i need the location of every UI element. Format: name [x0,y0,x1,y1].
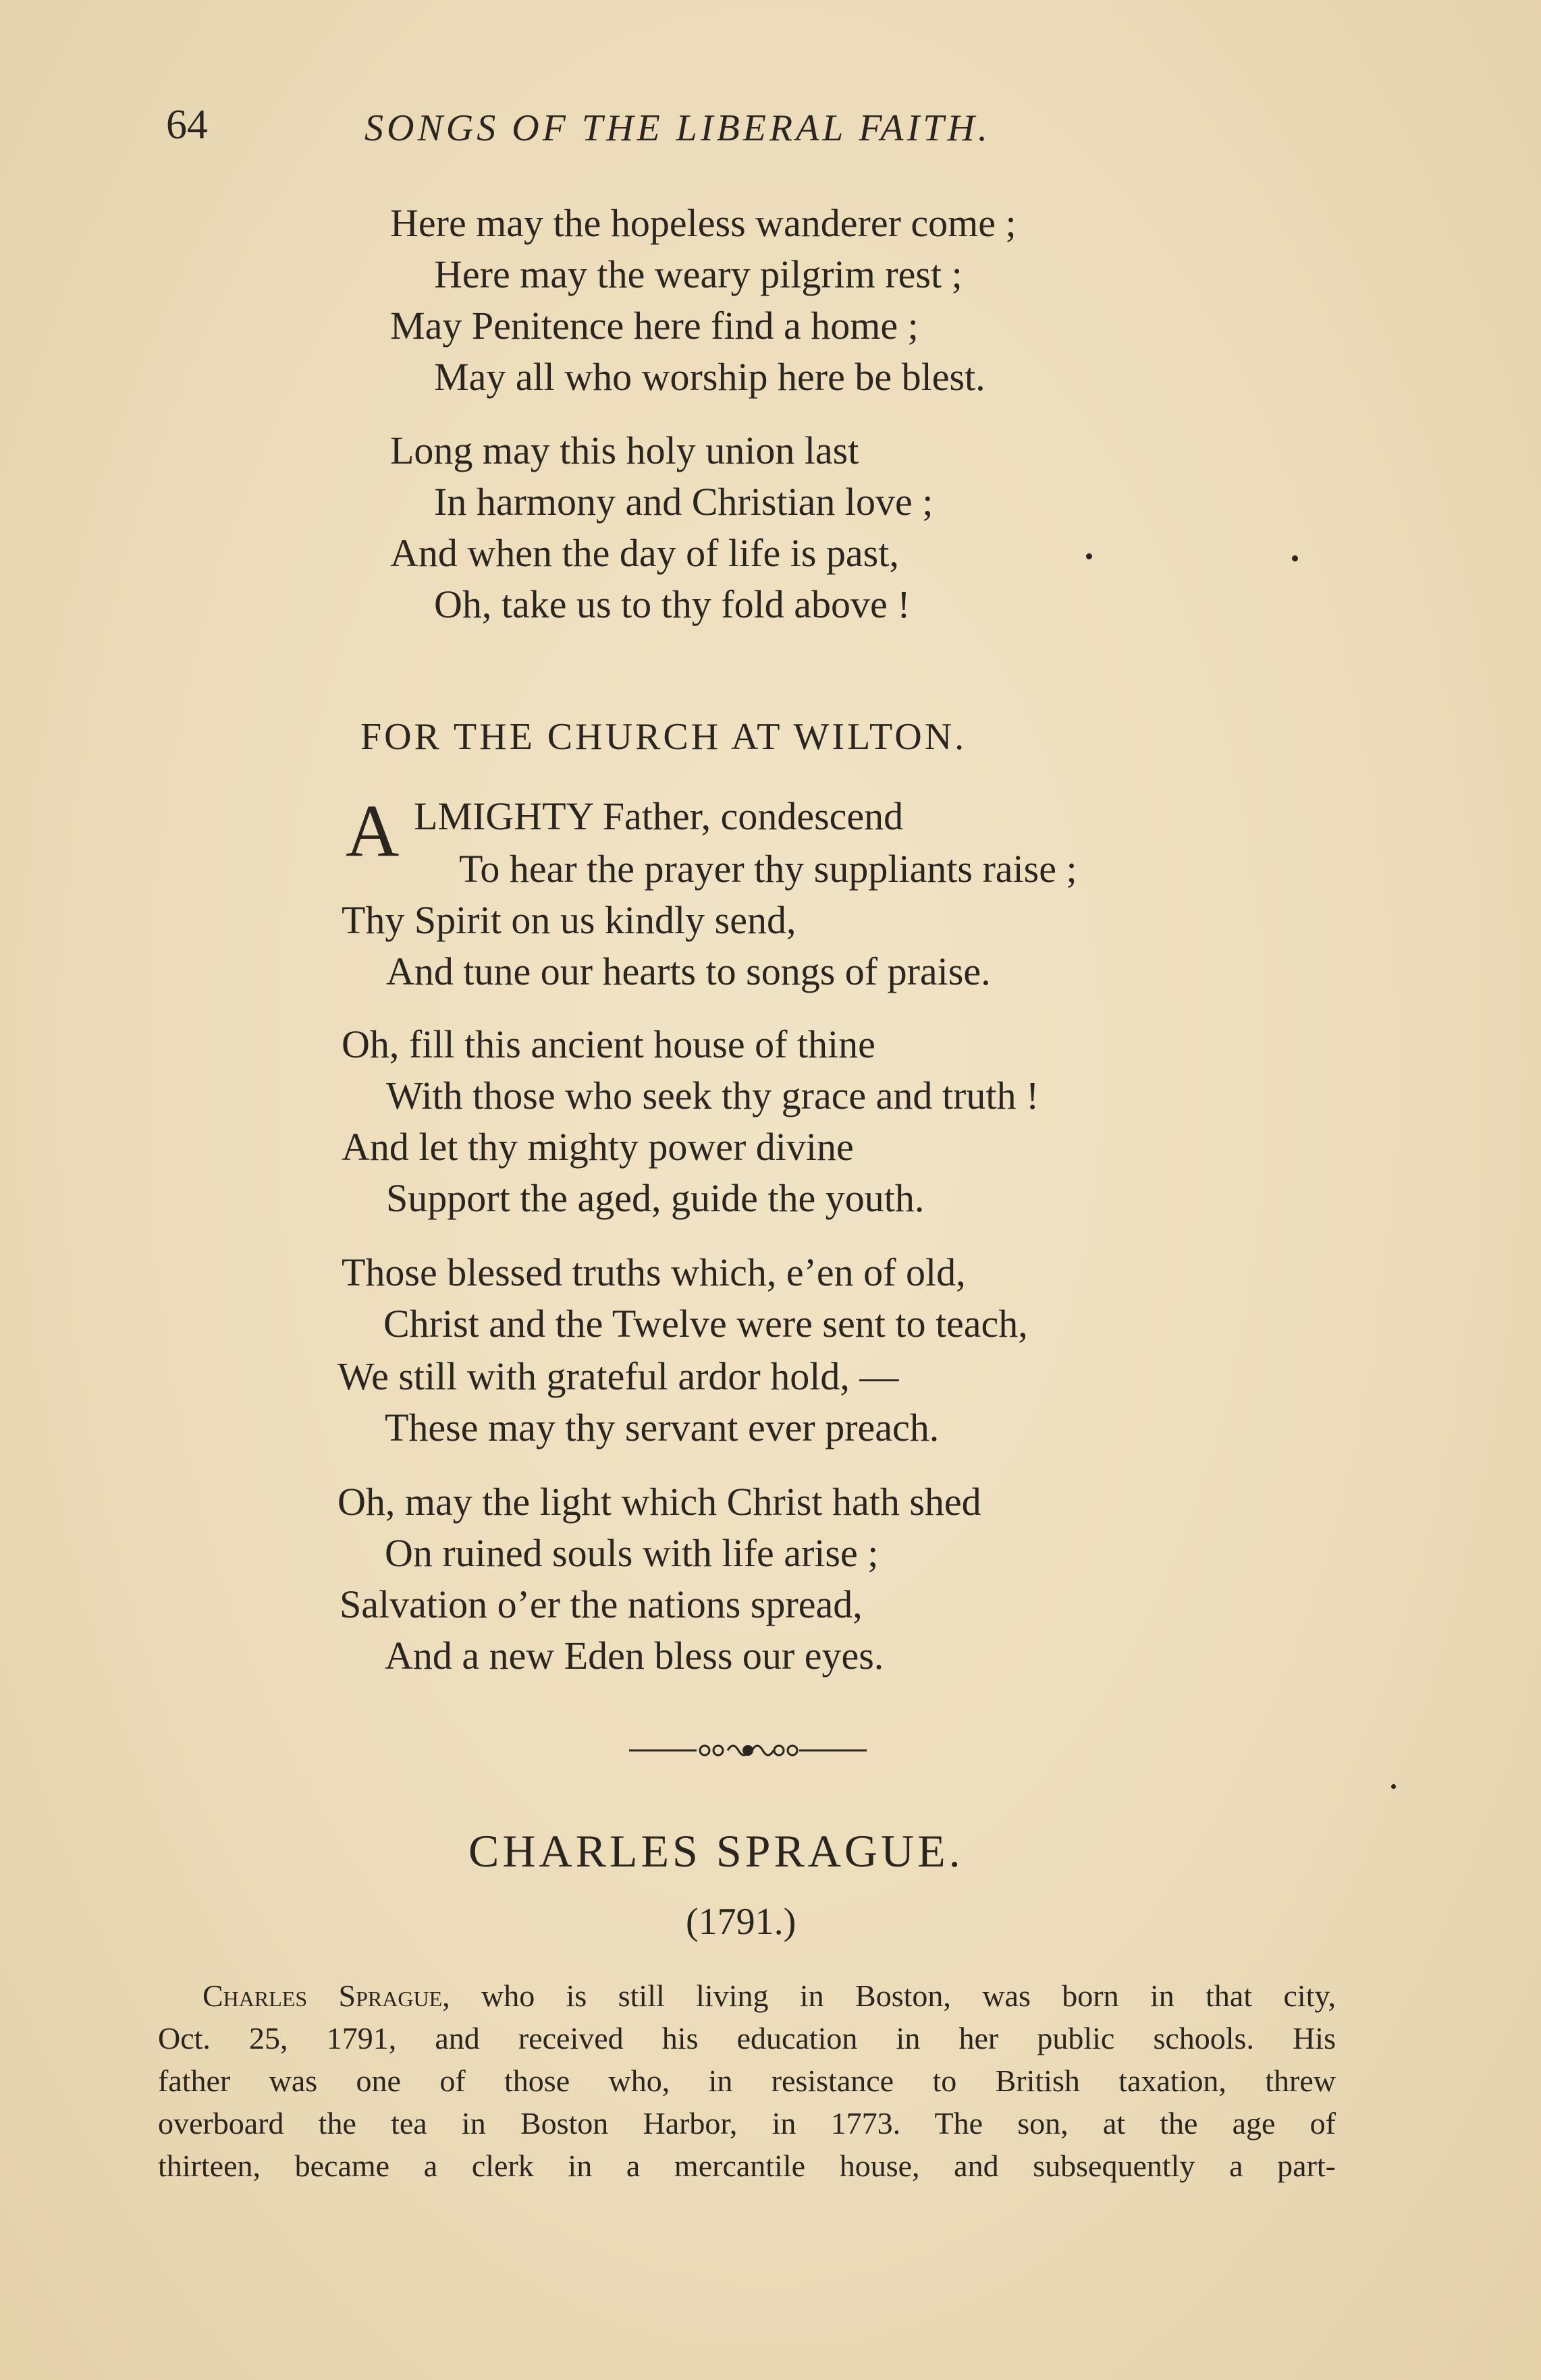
poem-line: We still with grateful ardor hold, — [337,1354,899,1398]
poem-line: Christ and the Twelve were sent to teach, [383,1302,1028,1346]
section-heading: CHARLES SPRAGUE. [468,1825,964,1877]
page-number: 64 [166,102,208,148]
poem-line: With those who seek thy grace and truth ! [386,1074,1039,1117]
ink-speck [1086,553,1092,559]
poem-line: To hear the prayer thy suppliants raise ; [459,847,1077,891]
poem-line: And when the day of life is past, [390,531,899,575]
poem-line: Oh, take us to thy fold above ! [434,582,911,626]
poem-line: Support the aged, guide the youth. [386,1176,925,1220]
ink-speck [1292,555,1298,561]
poem-line: Salvation o’er the nations spread, [340,1582,863,1626]
drop-cap: A [346,790,400,872]
poem-line: And tune our hearts to songs of praise. [386,949,991,993]
poem-line: Long may this holy union last [390,428,859,472]
poem-line: Thy Spirit on us kindly send, [342,898,796,942]
poem-line: On ruined souls with life arise ; [385,1531,879,1575]
running-title: SONGS OF THE LIBERAL FAITH. [364,107,991,149]
lead-name: Charles Sprague, [202,1978,450,2013]
poem-line: Here may the hopeless wanderer come ; [390,201,1017,245]
poem-line: May Penitence here find a home ; [390,304,919,348]
poem-line: LMIGHTY Father, condescend [414,794,904,838]
poem-line: And a new Eden bless our eyes. [385,1634,884,1678]
poem-line: May all who worship here be blest. [434,355,985,399]
poem-line: These may thy servant ever preach. [385,1406,940,1449]
poem-line: Oh, fill this ancient house of thine [342,1022,875,1066]
prose-line: father was one of those who, in resistance to British taxation, threw [158,2064,1336,2098]
prose-line: Oct. 25, 1791, and received his education in her public schools. His [158,2021,1336,2055]
biography-paragraph [158,1974,1336,2187]
poem-line: Those blessed truths which, e’en of old, [342,1250,966,1294]
birth-year: (1791.) [686,1901,796,1943]
prose-line: overboard the tea in Boston Harbor, in 1773. The son, at the age of [158,2106,1336,2140]
decorative-divider-icon [629,1737,867,1764]
poem-line: Here may the weary pilgrim rest ; [434,252,963,296]
poem-line: Oh, may the light which Christ hath shed [337,1480,981,1524]
prose-line: thirteen, became a clerk in a mercantile house, and subsequently a part- [158,2149,1336,2183]
prose-line: Charles Sprague, who is still living in Boston, was born in that city, [202,1978,1336,2013]
poem-line: In harmony and Christian love ; [434,480,934,524]
poem-line: And let thy mighty power divine [342,1125,854,1169]
poem-title: FOR THE CHURCH AT WILTON. [360,716,967,758]
ink-speck [1391,1784,1396,1789]
